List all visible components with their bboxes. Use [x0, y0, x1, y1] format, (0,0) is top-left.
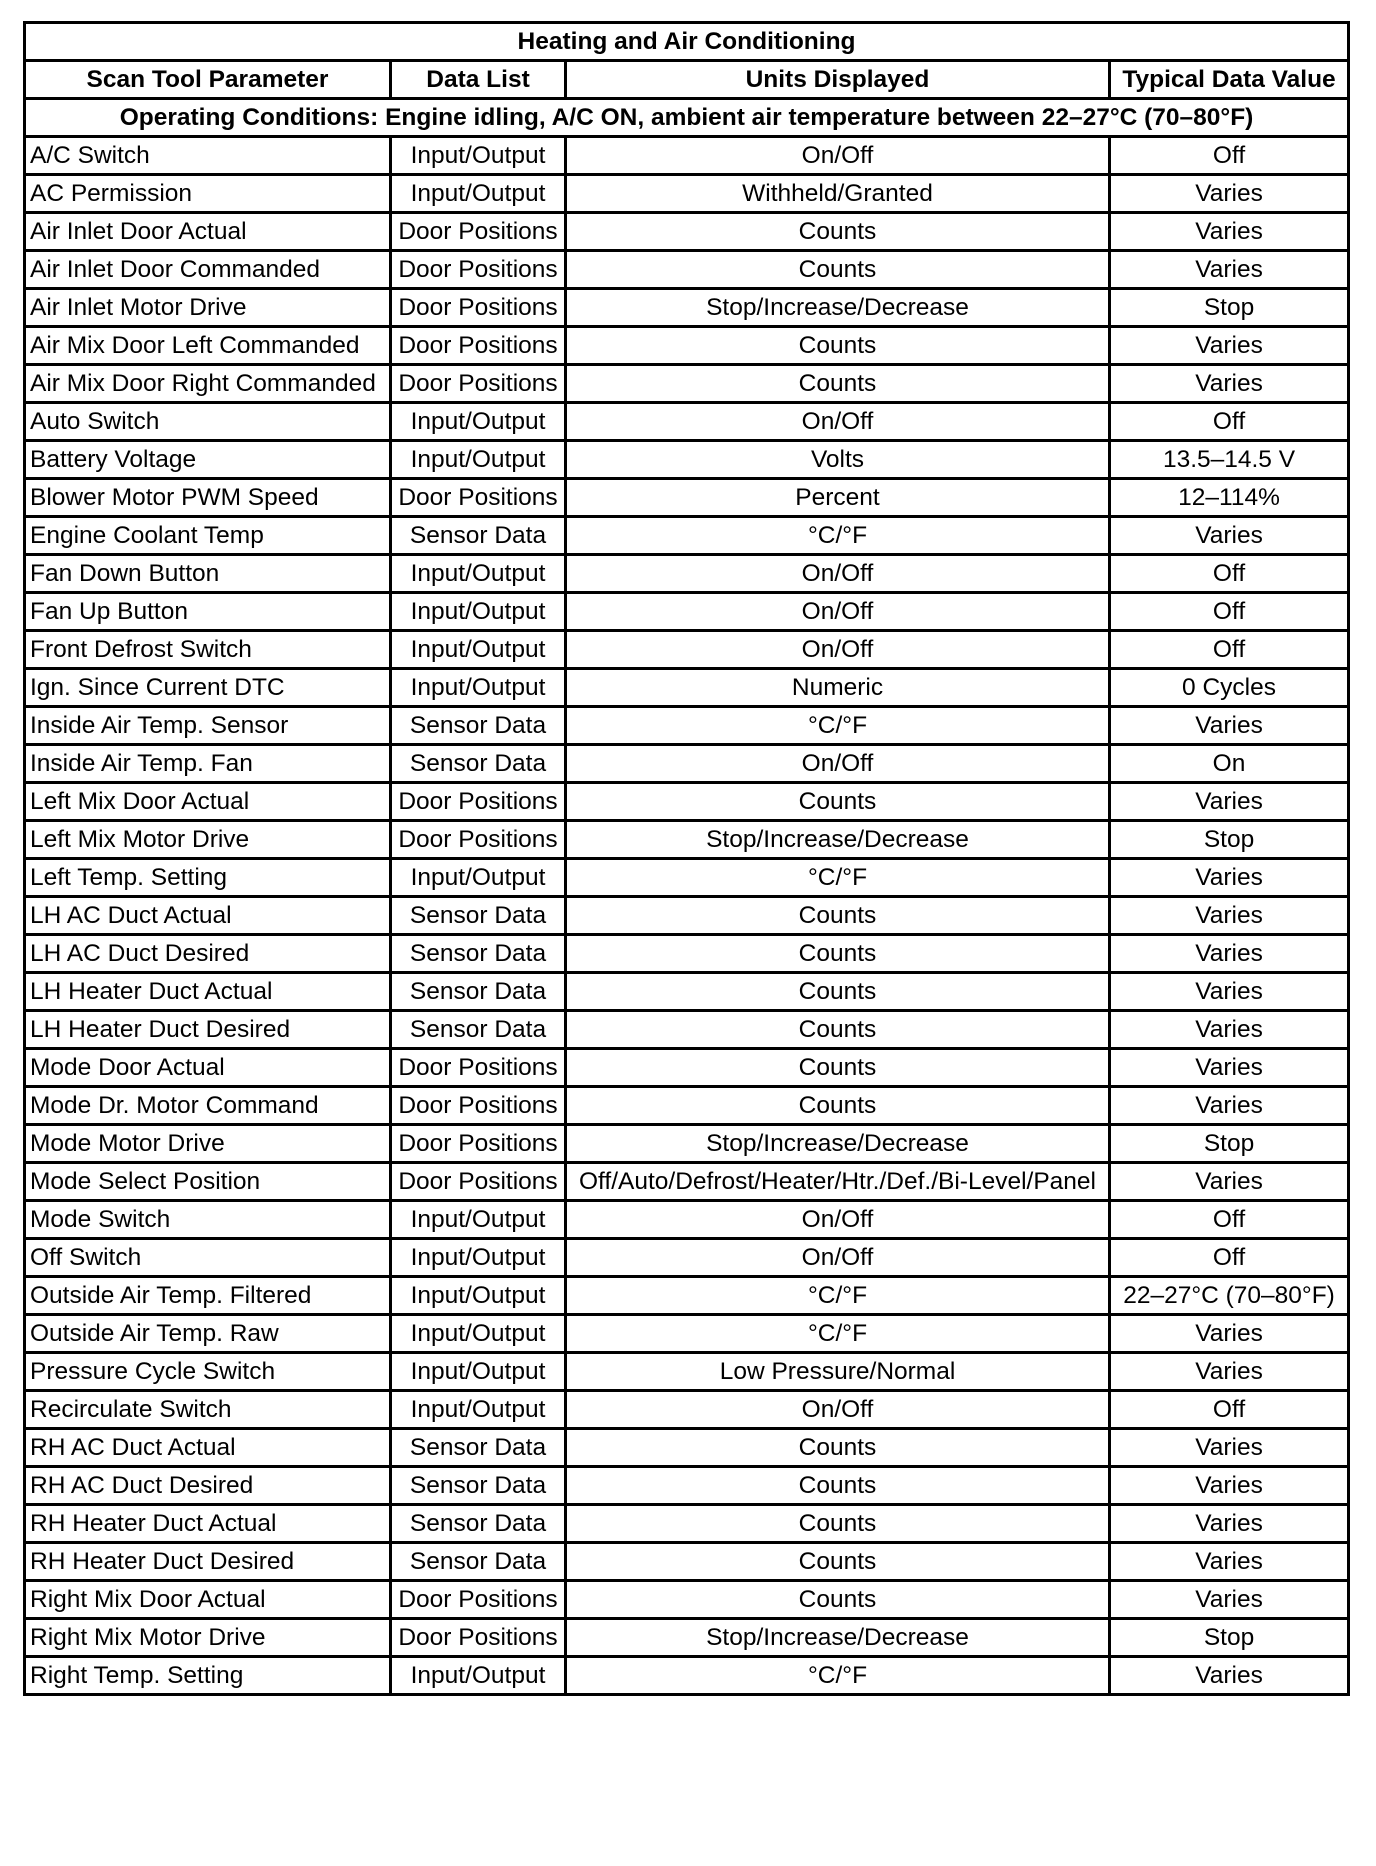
cell-data-list: Input/Output — [391, 1391, 566, 1429]
table-row — [25, 707, 1349, 745]
cell-units: Counts — [566, 1429, 1110, 1467]
cell-typical-value: Varies — [1110, 175, 1349, 213]
table-row — [25, 479, 1349, 517]
cell-typical-value: 12–114% — [1110, 479, 1349, 517]
cell-data-list: Sensor Data — [391, 1467, 566, 1505]
cell-parameter: Pressure Cycle Switch — [25, 1353, 391, 1391]
cell-data-list: Input/Output — [391, 441, 566, 479]
table-row — [25, 1125, 1349, 1163]
cell-units: Counts — [566, 327, 1110, 365]
table-row — [25, 555, 1349, 593]
cell-units: On/Off — [566, 745, 1110, 783]
table-row — [25, 1505, 1349, 1543]
cell-typical-value: Varies — [1110, 1049, 1349, 1087]
cell-parameter: Left Mix Motor Drive — [25, 821, 391, 859]
cell-data-list: Door Positions — [391, 213, 566, 251]
cell-data-list: Input/Output — [391, 1277, 566, 1315]
cell-typical-value: Varies — [1110, 1581, 1349, 1619]
cell-typical-value: Off — [1110, 593, 1349, 631]
cell-data-list: Sensor Data — [391, 935, 566, 973]
cell-data-list: Door Positions — [391, 1163, 566, 1201]
column-header-data-list: Data List — [391, 61, 566, 99]
cell-typical-value: Off — [1110, 1391, 1349, 1429]
cell-typical-value: Stop — [1110, 1125, 1349, 1163]
cell-typical-value: Varies — [1110, 517, 1349, 555]
cell-units: Counts — [566, 783, 1110, 821]
cell-typical-value: Varies — [1110, 213, 1349, 251]
cell-parameter: Air Mix Door Left Commanded — [25, 327, 391, 365]
table-row — [25, 935, 1349, 973]
cell-data-list: Sensor Data — [391, 1505, 566, 1543]
table-row — [25, 1543, 1349, 1581]
cell-parameter: RH AC Duct Actual — [25, 1429, 391, 1467]
cell-typical-value: Varies — [1110, 1315, 1349, 1353]
cell-typical-value: Off — [1110, 631, 1349, 669]
cell-units: Counts — [566, 1467, 1110, 1505]
cell-data-list: Input/Output — [391, 669, 566, 707]
cell-units: On/Off — [566, 403, 1110, 441]
cell-parameter: Mode Motor Drive — [25, 1125, 391, 1163]
table-row — [25, 137, 1349, 175]
cell-typical-value: Stop — [1110, 821, 1349, 859]
cell-data-list: Door Positions — [391, 289, 566, 327]
cell-parameter: LH AC Duct Desired — [25, 935, 391, 973]
table-row — [25, 441, 1349, 479]
table-row — [25, 783, 1349, 821]
table-row — [25, 251, 1349, 289]
cell-data-list: Door Positions — [391, 1125, 566, 1163]
cell-data-list: Door Positions — [391, 1581, 566, 1619]
cell-typical-value: Varies — [1110, 1163, 1349, 1201]
cell-parameter: Recirculate Switch — [25, 1391, 391, 1429]
cell-units: °C/°F — [566, 1657, 1110, 1695]
cell-parameter: Outside Air Temp. Filtered — [25, 1277, 391, 1315]
cell-data-list: Sensor Data — [391, 1011, 566, 1049]
cell-parameter: Air Mix Door Right Commanded — [25, 365, 391, 403]
cell-data-list: Input/Output — [391, 555, 566, 593]
cell-typical-value: Off — [1110, 403, 1349, 441]
cell-parameter: Left Mix Door Actual — [25, 783, 391, 821]
cell-typical-value: Varies — [1110, 251, 1349, 289]
cell-units: Counts — [566, 1505, 1110, 1543]
cell-parameter: RH Heater Duct Desired — [25, 1543, 391, 1581]
cell-data-list: Input/Output — [391, 175, 566, 213]
cell-units: Counts — [566, 973, 1110, 1011]
table-row — [25, 669, 1349, 707]
cell-units: On/Off — [566, 1239, 1110, 1277]
cell-parameter: Mode Door Actual — [25, 1049, 391, 1087]
cell-parameter: AC Permission — [25, 175, 391, 213]
table-row — [25, 517, 1349, 555]
cell-parameter: Right Mix Motor Drive — [25, 1619, 391, 1657]
cell-data-list: Input/Output — [391, 1353, 566, 1391]
table-row — [25, 1049, 1349, 1087]
cell-parameter: Off Switch — [25, 1239, 391, 1277]
table-row — [25, 1391, 1349, 1429]
table-row — [25, 1087, 1349, 1125]
column-header-units: Units Displayed — [566, 61, 1110, 99]
cell-units: On/Off — [566, 137, 1110, 175]
cell-data-list: Door Positions — [391, 365, 566, 403]
cell-data-list: Sensor Data — [391, 973, 566, 1011]
cell-data-list: Input/Output — [391, 859, 566, 897]
cell-typical-value: Varies — [1110, 859, 1349, 897]
cell-parameter: Right Mix Door Actual — [25, 1581, 391, 1619]
cell-typical-value: Off — [1110, 1201, 1349, 1239]
cell-parameter: Fan Up Button — [25, 593, 391, 631]
cell-units: Off/Auto/Defrost/Heater/Htr./Def./Bi-Level/Panel — [566, 1163, 1110, 1201]
cell-data-list: Input/Output — [391, 631, 566, 669]
table-row — [25, 1011, 1349, 1049]
table-row — [25, 1163, 1349, 1201]
cell-parameter: Fan Down Button — [25, 555, 391, 593]
cell-units: Numeric — [566, 669, 1110, 707]
table-row — [25, 365, 1349, 403]
cell-units: Counts — [566, 897, 1110, 935]
cell-units: °C/°F — [566, 859, 1110, 897]
table-row — [25, 859, 1349, 897]
cell-typical-value: Varies — [1110, 1087, 1349, 1125]
cell-typical-value: Varies — [1110, 1011, 1349, 1049]
cell-units: Counts — [566, 213, 1110, 251]
cell-data-list: Door Positions — [391, 821, 566, 859]
cell-units: °C/°F — [566, 1315, 1110, 1353]
cell-parameter: Battery Voltage — [25, 441, 391, 479]
cell-typical-value: Varies — [1110, 935, 1349, 973]
cell-typical-value: Varies — [1110, 1657, 1349, 1695]
table-row — [25, 1619, 1349, 1657]
cell-parameter: Air Inlet Door Commanded — [25, 251, 391, 289]
cell-parameter: Left Temp. Setting — [25, 859, 391, 897]
cell-data-list: Sensor Data — [391, 897, 566, 935]
table-row — [25, 821, 1349, 859]
cell-units: Stop/Increase/Decrease — [566, 821, 1110, 859]
scan-tool-data-table — [23, 21, 1350, 1696]
cell-data-list: Sensor Data — [391, 1543, 566, 1581]
column-header-parameter: Scan Tool Parameter — [25, 61, 391, 99]
cell-parameter: RH Heater Duct Actual — [25, 1505, 391, 1543]
table-title-row — [25, 23, 1349, 61]
cell-data-list: Door Positions — [391, 479, 566, 517]
cell-parameter: Air Inlet Door Actual — [25, 213, 391, 251]
cell-typical-value: Varies — [1110, 783, 1349, 821]
cell-parameter: LH AC Duct Actual — [25, 897, 391, 935]
column-header-typical-value: Typical Data Value — [1110, 61, 1349, 99]
cell-typical-value: Varies — [1110, 365, 1349, 403]
cell-data-list: Input/Output — [391, 593, 566, 631]
cell-units: Counts — [566, 1581, 1110, 1619]
cell-data-list: Input/Output — [391, 1315, 566, 1353]
cell-typical-value: 0 Cycles — [1110, 669, 1349, 707]
cell-data-list: Sensor Data — [391, 517, 566, 555]
cell-typical-value: Off — [1110, 555, 1349, 593]
cell-typical-value: Varies — [1110, 327, 1349, 365]
cell-parameter: LH Heater Duct Desired — [25, 1011, 391, 1049]
table-row — [25, 973, 1349, 1011]
cell-data-list: Door Positions — [391, 1619, 566, 1657]
cell-units: Volts — [566, 441, 1110, 479]
cell-units: On/Off — [566, 631, 1110, 669]
table-row — [25, 1429, 1349, 1467]
cell-units: Counts — [566, 1049, 1110, 1087]
cell-units: Withheld/Granted — [566, 175, 1110, 213]
cell-typical-value: Off — [1110, 1239, 1349, 1277]
cell-typical-value: Varies — [1110, 1429, 1349, 1467]
table-row — [25, 631, 1349, 669]
table-row — [25, 403, 1349, 441]
cell-typical-value: Varies — [1110, 1543, 1349, 1581]
cell-typical-value: Varies — [1110, 1353, 1349, 1391]
cell-parameter: Mode Select Position — [25, 1163, 391, 1201]
cell-units: Counts — [566, 1011, 1110, 1049]
cell-units: Stop/Increase/Decrease — [566, 1619, 1110, 1657]
cell-parameter: Ign. Since Current DTC — [25, 669, 391, 707]
table-row — [25, 1201, 1349, 1239]
cell-units: Stop/Increase/Decrease — [566, 289, 1110, 327]
cell-parameter: A/C Switch — [25, 137, 391, 175]
cell-units: Counts — [566, 251, 1110, 289]
cell-typical-value: Off — [1110, 137, 1349, 175]
cell-typical-value: Varies — [1110, 1505, 1349, 1543]
cell-data-list: Door Positions — [391, 783, 566, 821]
table-row — [25, 745, 1349, 783]
table-row — [25, 1581, 1349, 1619]
cell-units: °C/°F — [566, 707, 1110, 745]
cell-data-list: Input/Output — [391, 403, 566, 441]
table-body — [25, 137, 1349, 1695]
cell-units: Stop/Increase/Decrease — [566, 1125, 1110, 1163]
cell-typical-value: Varies — [1110, 897, 1349, 935]
table-row — [25, 593, 1349, 631]
cell-units: Low Pressure/Normal — [566, 1353, 1110, 1391]
cell-data-list: Input/Output — [391, 137, 566, 175]
cell-data-list: Input/Output — [391, 1657, 566, 1695]
table-row — [25, 1657, 1349, 1695]
cell-parameter: Blower Motor PWM Speed — [25, 479, 391, 517]
cell-data-list: Door Positions — [391, 1087, 566, 1125]
cell-typical-value: Varies — [1110, 1467, 1349, 1505]
cell-units: On/Off — [566, 593, 1110, 631]
cell-data-list: Sensor Data — [391, 707, 566, 745]
column-header-row — [25, 61, 1349, 99]
cell-data-list: Sensor Data — [391, 1429, 566, 1467]
cell-parameter: Outside Air Temp. Raw — [25, 1315, 391, 1353]
table-row — [25, 897, 1349, 935]
cell-parameter: Engine Coolant Temp — [25, 517, 391, 555]
cell-parameter: RH AC Duct Desired — [25, 1467, 391, 1505]
cell-data-list: Input/Output — [391, 1239, 566, 1277]
cell-units: Counts — [566, 1087, 1110, 1125]
table-row — [25, 1315, 1349, 1353]
cell-typical-value: Varies — [1110, 707, 1349, 745]
cell-data-list: Input/Output — [391, 1201, 566, 1239]
cell-parameter: Air Inlet Motor Drive — [25, 289, 391, 327]
operating-conditions-row — [25, 99, 1349, 137]
cell-units: Counts — [566, 365, 1110, 403]
cell-parameter: Inside Air Temp. Fan — [25, 745, 391, 783]
cell-units: On/Off — [566, 1201, 1110, 1239]
table-row — [25, 1353, 1349, 1391]
table-row — [25, 327, 1349, 365]
cell-typical-value: Stop — [1110, 1619, 1349, 1657]
cell-parameter: Mode Dr. Motor Command — [25, 1087, 391, 1125]
cell-parameter: LH Heater Duct Actual — [25, 973, 391, 1011]
cell-units: °C/°F — [566, 1277, 1110, 1315]
table-row — [25, 213, 1349, 251]
cell-units: Counts — [566, 935, 1110, 973]
cell-units: On/Off — [566, 555, 1110, 593]
cell-units: Counts — [566, 1543, 1110, 1581]
table-row — [25, 1239, 1349, 1277]
table-row — [25, 289, 1349, 327]
table-row — [25, 1277, 1349, 1315]
cell-units: Percent — [566, 479, 1110, 517]
table-row — [25, 175, 1349, 213]
cell-data-list: Door Positions — [391, 1049, 566, 1087]
operating-conditions: Operating Conditions: Engine idling, A/C ON, ambient air temperature between 22–27°C (70–80°F) — [25, 99, 1349, 137]
cell-data-list: Door Positions — [391, 327, 566, 365]
cell-units: On/Off — [566, 1391, 1110, 1429]
cell-parameter: Mode Switch — [25, 1201, 391, 1239]
cell-parameter: Right Temp. Setting — [25, 1657, 391, 1695]
table-row — [25, 1467, 1349, 1505]
cell-typical-value: 22–27°C (70–80°F) — [1110, 1277, 1349, 1315]
cell-data-list: Sensor Data — [391, 745, 566, 783]
cell-typical-value: Varies — [1110, 973, 1349, 1011]
cell-typical-value: 13.5–14.5 V — [1110, 441, 1349, 479]
cell-typical-value: On — [1110, 745, 1349, 783]
cell-parameter: Front Defrost Switch — [25, 631, 391, 669]
cell-parameter: Inside Air Temp. Sensor — [25, 707, 391, 745]
cell-units: °C/°F — [566, 517, 1110, 555]
table-title: Heating and Air Conditioning — [25, 23, 1349, 61]
cell-typical-value: Stop — [1110, 289, 1349, 327]
cell-parameter: Auto Switch — [25, 403, 391, 441]
cell-data-list: Door Positions — [391, 251, 566, 289]
